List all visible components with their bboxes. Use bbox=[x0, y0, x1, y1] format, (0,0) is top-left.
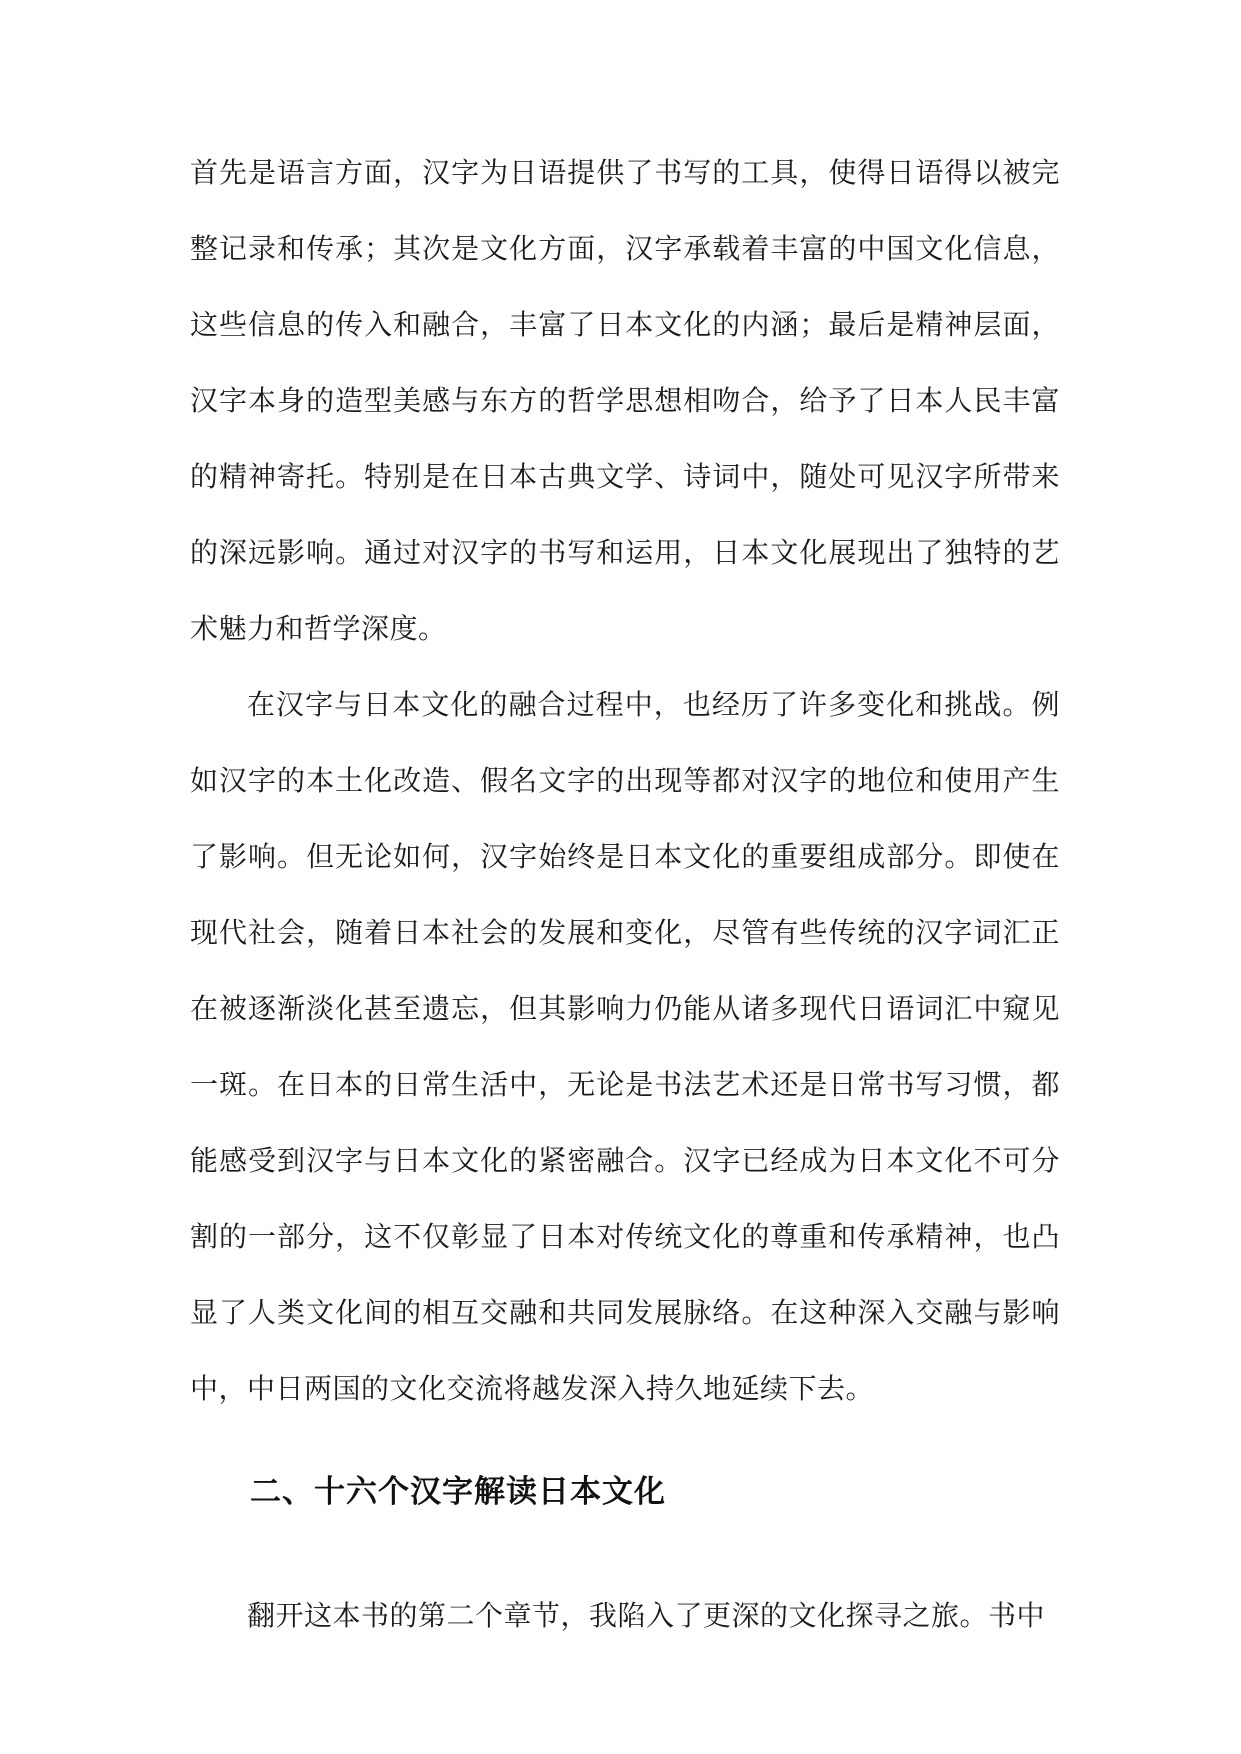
section-heading: 二、十六个汉字解读日本文化 bbox=[250, 1474, 666, 1510]
body-paragraph-3: 翻开这本书的第二个章节，我陷入了更深的文化探寻之旅。书中 bbox=[247, 1599, 1046, 1632]
body-paragraph-1: 首先是语言方面，汉字为日语提供了书写的工具，使得日语得以被完整记录和传承；其次是文化方面，汉字承载着丰富的中国文化信息，这些信息的传入和融合，丰富了日本文化的内涵；最后是精神层面，汉字本身的造型美感与东方的哲学思想相吻合，给予了日本人民丰富的精神寄托。特别是在日本古典文学、诗词中，随处可见汉字所带来的深远影响。通过对汉字的书写和运用，日本文化展现出了独特的艺术魅力和哲学深度。 bbox=[190, 156, 1060, 645]
body-paragraph-2: 在汉字与日本文化的融合过程中，也经历了许多变化和挑战。例如汉字的本土化改造、假名文字的出现等都对汉字的地位和使用产生了影响。但无论如何，汉字始终是日本文化的重要组成部分。即使在现代社会，随着日本社会的发展和变化，尽管有些传统的汉字词汇正在被逐渐淡化甚至遗忘，但其影响力仍能从诸多现代日语词汇中窥见一斑。在日本的日常生活中，无论是书法艺术还是日常书写习惯，都能感受到汉字与日本文化的紧密融合。汉字已经成为日本文化不可分割的一部分，这不仅彰显了日本对传统文化的尊重和传承精神，也凸显了人类文化间的相互交融和共同发展脉络。在这种深入交融与影响中，中日两国的文化交流将越发深入持久地延续下去。 bbox=[190, 688, 1060, 1405]
